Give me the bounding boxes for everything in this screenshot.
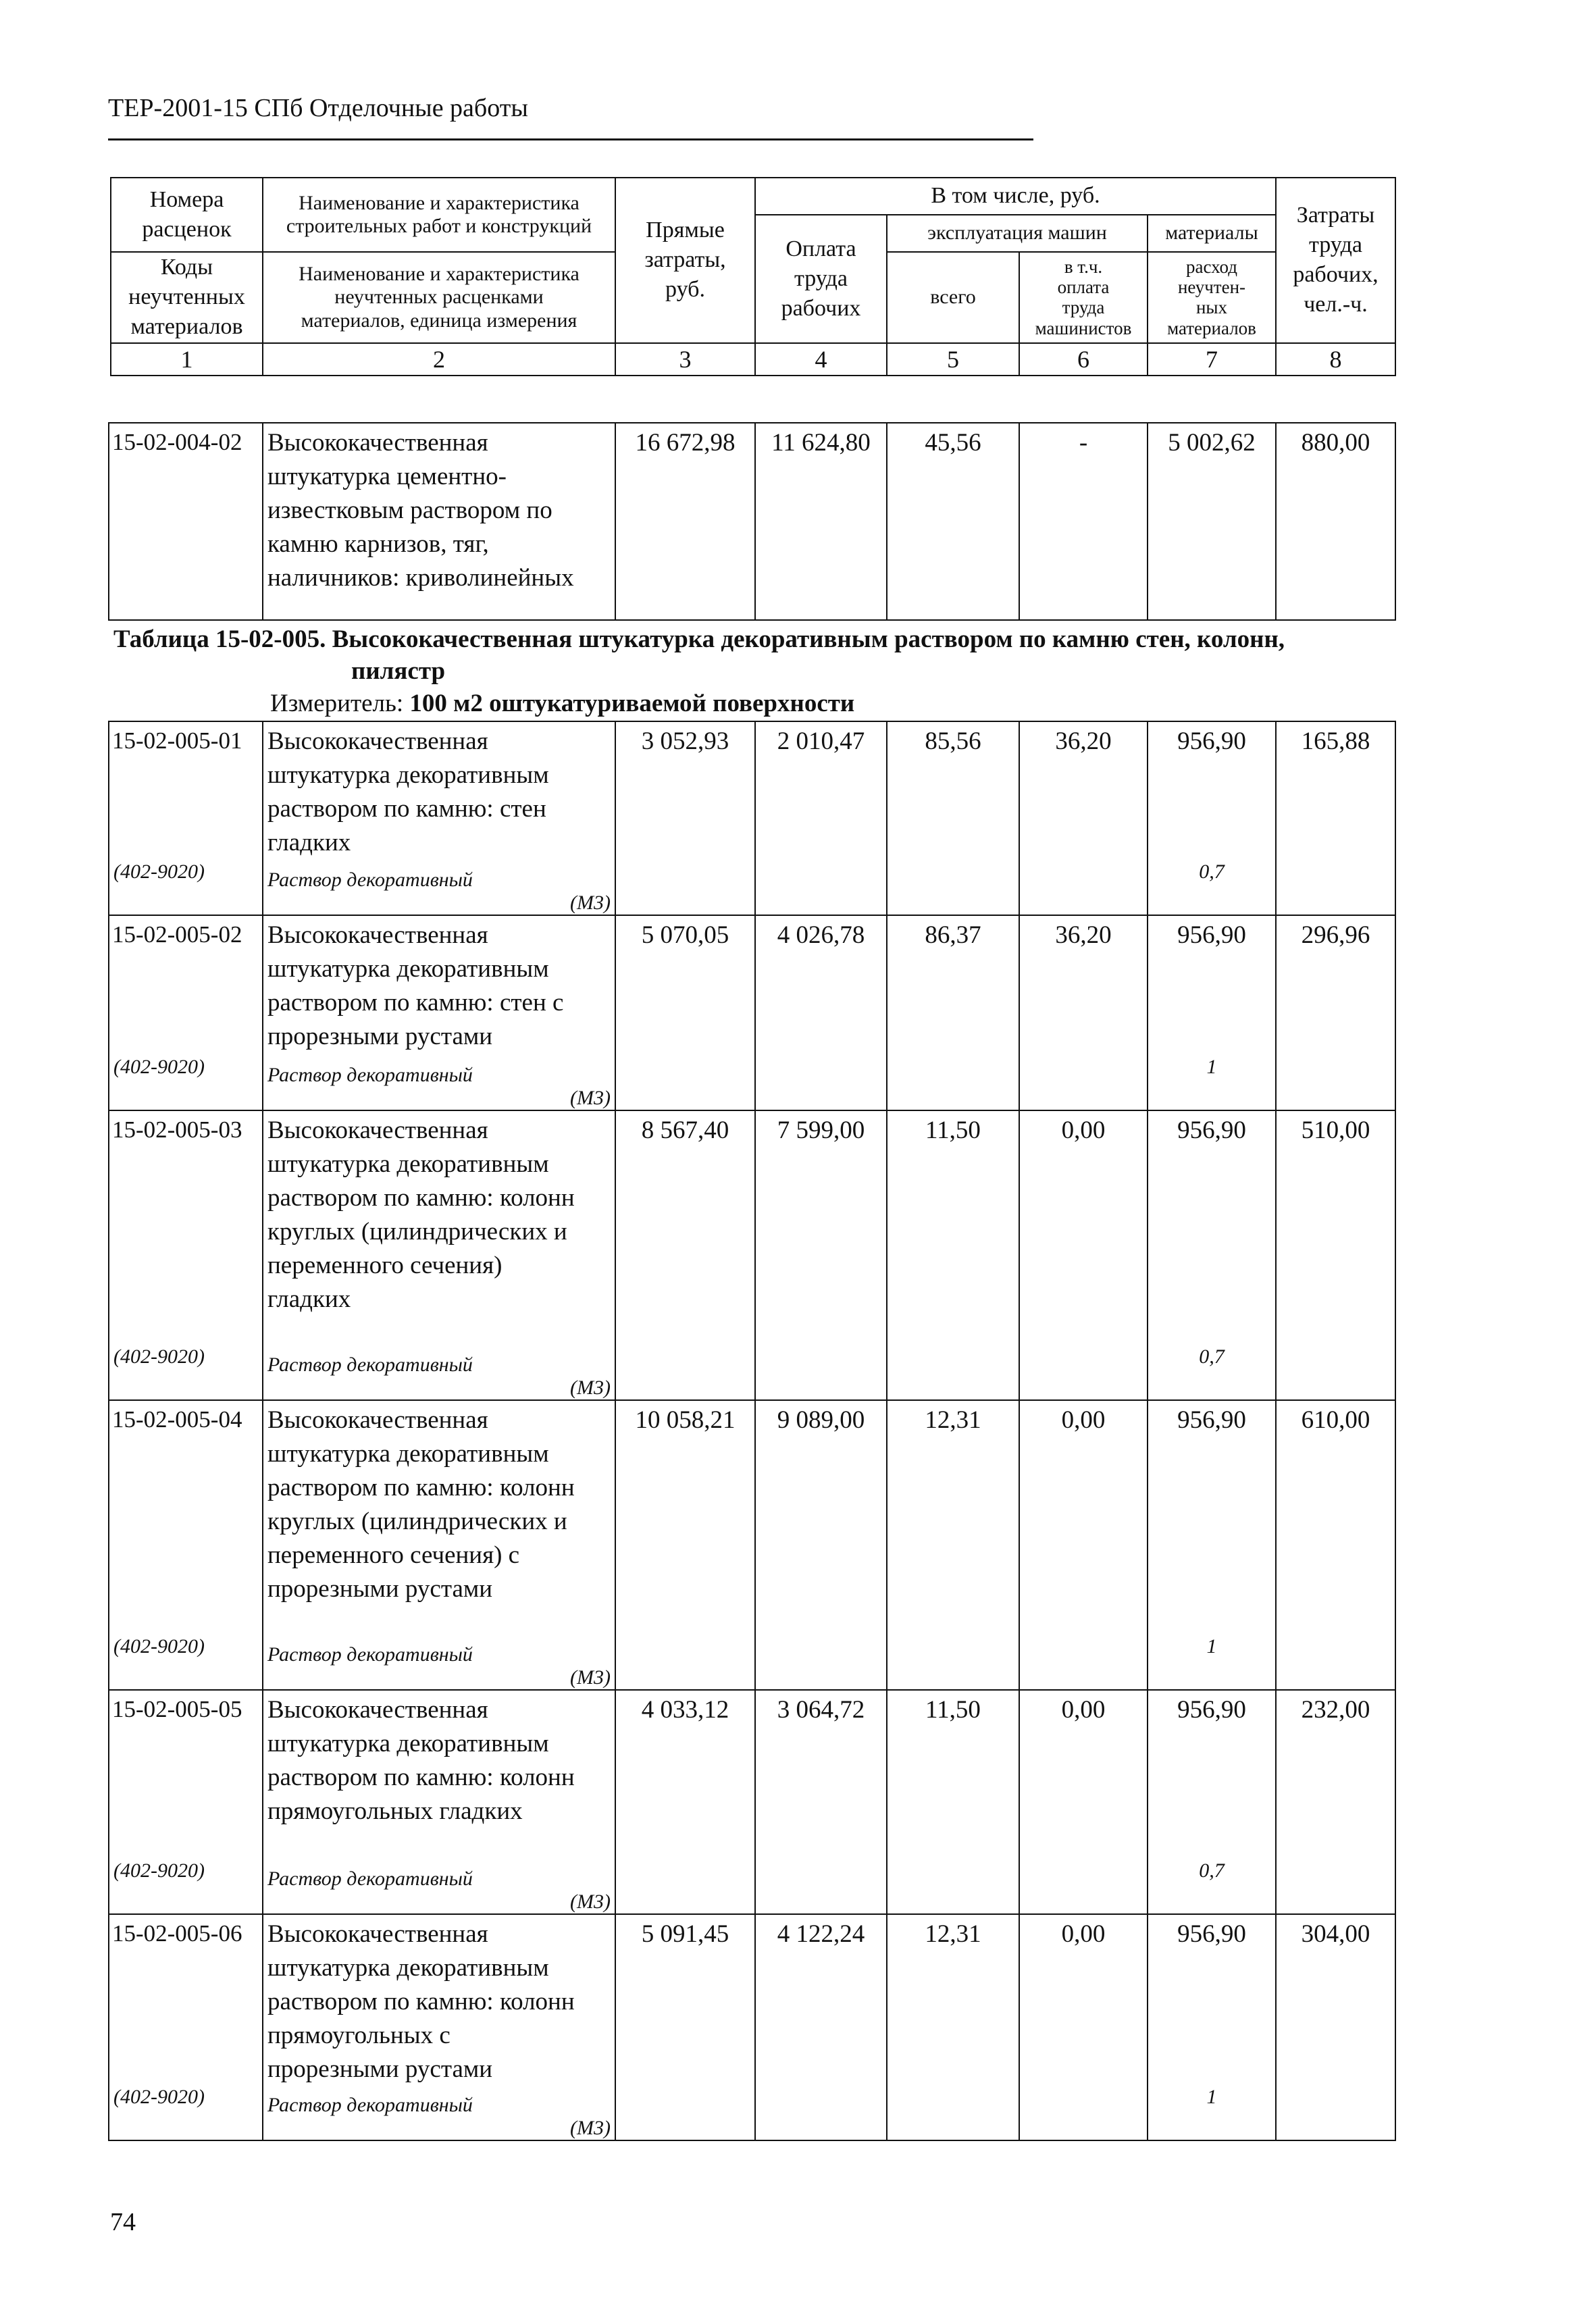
direct-costs: 8 567,40 <box>615 1110 755 1400</box>
labor-hours: 880,00 <box>1276 423 1395 620</box>
material-unit: (М3) <box>570 1666 611 1689</box>
labor-hours: 232,00 <box>1276 1690 1395 1914</box>
materials-cost: 956,90 <box>1177 727 1246 755</box>
table-row <box>109 1690 1395 1914</box>
materials-cell <box>1148 1914 1276 2140</box>
materials-cell <box>1148 1400 1276 1690</box>
machinist-pay: 0,00 <box>1019 1110 1148 1400</box>
table-row <box>109 1110 1395 1400</box>
rate-code: 15-02-005-06 <box>112 1920 242 1947</box>
material-quantity: 0,7 <box>1199 860 1225 883</box>
material-quantity: 1 <box>1206 1056 1217 1078</box>
rate-code-cell <box>109 1110 263 1400</box>
column-number: 8 <box>1276 343 1395 376</box>
direct-costs: 3 052,93 <box>615 721 755 915</box>
labor-hours: 610,00 <box>1276 1400 1395 1690</box>
worker-pay: 9 089,00 <box>755 1400 887 1690</box>
rate-code-cell <box>109 721 263 915</box>
rate-code: 15-02-005-05 <box>112 1696 242 1722</box>
rate-name: Высококачественная штукатурка декоративным раствором по камню: стен гладких <box>267 727 549 856</box>
direct-costs: 4 033,12 <box>615 1690 755 1914</box>
header-machines: эксплуатация машин <box>887 215 1148 252</box>
material-name: Раствор декоративный <box>267 2094 473 2116</box>
material-quantity: 0,7 <box>1199 1345 1225 1368</box>
material-code: (402-9020) <box>113 1056 205 1078</box>
column-number: 1 <box>111 343 263 376</box>
materials-cost: 5 002,62 <box>1148 423 1276 620</box>
rate-code: 15-02-005-04 <box>112 1406 242 1433</box>
header-material-names: Наименование и характеристика неучтенных расценками материалов, единица измерения <box>263 252 615 343</box>
header-work-name: Наименование и характеристика строительных работ и конструкций <box>263 178 615 252</box>
material-name: Раствор декоративный <box>267 1643 473 1666</box>
machinist-pay: 0,00 <box>1019 1400 1148 1690</box>
materials-cost: 956,90 <box>1177 1406 1246 1434</box>
rate-name-cell <box>263 721 615 915</box>
material-unit: (М3) <box>570 1891 611 1913</box>
direct-costs: 5 070,05 <box>615 915 755 1110</box>
machines-total: 12,31 <box>887 1914 1019 2140</box>
machines-total: 11,50 <box>887 1110 1019 1400</box>
rate-name-cell <box>263 1690 615 1914</box>
worker-pay: 4 122,24 <box>755 1914 887 2140</box>
rate-name-cell <box>263 1110 615 1400</box>
rate-name-cell <box>263 1914 615 2140</box>
machines-total: 11,50 <box>887 1690 1019 1914</box>
worker-pay: 7 599,00 <box>755 1110 887 1400</box>
rate-table-005 <box>108 721 1396 2141</box>
rate-code-cell <box>109 915 263 1110</box>
column-header-table <box>110 177 1396 376</box>
material-code: (402-9020) <box>113 1859 205 1882</box>
material-name: Раствор декоративный <box>267 869 473 891</box>
rate-code: 15-02-005-03 <box>112 1116 242 1143</box>
rate-code-cell <box>109 1400 263 1690</box>
material-code: (402-9020) <box>113 1635 205 1657</box>
table-title-continued: пилястр <box>351 657 446 685</box>
material-code: (402-9020) <box>113 2086 205 2108</box>
direct-costs: 5 091,45 <box>615 1914 755 2140</box>
labor-hours: 296,96 <box>1276 915 1395 1110</box>
rate-code-cell <box>109 1914 263 2140</box>
machinist-pay: 0,00 <box>1019 1914 1148 2140</box>
rate-name-cell <box>263 1400 615 1690</box>
column-number: 4 <box>755 343 887 376</box>
materials-cell <box>1148 915 1276 1110</box>
rate-name: Высококачественная штукатурка декоративным раствором по камню: колонн круглых (цилиндрических и переменного сечения) с прорезными рустами <box>267 1406 575 1603</box>
worker-pay: 4 026,78 <box>755 915 887 1110</box>
table-row <box>109 721 1395 915</box>
labor-hours: 165,88 <box>1276 721 1395 915</box>
material-unit: (М3) <box>570 1377 611 1399</box>
rate-name: Высококачественная штукатурка декоративным раствором по камню: стен с прорезными рустами <box>267 921 564 1050</box>
rate-table-004 <box>108 422 1396 621</box>
table-title: Таблица 15-02-005. Высококачественная штукатурка декоративным раствором по камню стен, колонн, <box>113 625 1285 653</box>
machines-total: 12,31 <box>887 1400 1019 1690</box>
material-quantity: 1 <box>1206 1635 1217 1657</box>
page-header: ТЕР-2001-15 СПб Отделочные работы <box>108 94 528 122</box>
materials-cell <box>1148 1690 1276 1914</box>
machines-total: 85,56 <box>887 721 1019 915</box>
materials-cell <box>1148 721 1276 915</box>
column-number: 2 <box>263 343 615 376</box>
rate-name: Высококачественная штукатурка декоративным раствором по камню: колонн прямоугольных с прорезными рустами <box>267 1920 575 2083</box>
table-row <box>109 423 1395 620</box>
material-quantity: 0,7 <box>1199 1859 1225 1882</box>
material-unit: (М3) <box>570 2117 611 2139</box>
page-number: 74 <box>110 2208 136 2236</box>
column-number: 7 <box>1148 343 1276 376</box>
column-number: 3 <box>615 343 755 376</box>
column-number: 5 <box>887 343 1019 376</box>
worker-pay: 2 010,47 <box>755 721 887 915</box>
materials-cost: 956,90 <box>1177 921 1246 949</box>
material-quantity: 1 <box>1206 2086 1217 2108</box>
materials-cell <box>1148 1110 1276 1400</box>
header-direct-costs: Прямые затраты, руб. <box>615 178 755 343</box>
column-number: 6 <box>1019 343 1148 376</box>
labor-hours: 510,00 <box>1276 1110 1395 1400</box>
machines-total: 86,37 <box>887 915 1019 1110</box>
header-material-codes: Коды неучтенных материалов <box>111 252 263 343</box>
direct-costs: 10 058,21 <box>615 1400 755 1690</box>
table-row <box>109 1914 1395 2140</box>
machinist-pay: 36,20 <box>1019 915 1148 1110</box>
material-unit: (М3) <box>570 892 611 914</box>
machinist-pay: 36,20 <box>1019 721 1148 915</box>
header-machines-total: всего <box>887 252 1019 343</box>
machinist-pay: 0,00 <box>1019 1690 1148 1914</box>
machines-total: 45,56 <box>887 423 1019 620</box>
machinist-pay: - <box>1019 423 1148 620</box>
table-row <box>109 915 1395 1110</box>
rate-name-cell <box>263 915 615 1110</box>
rate-code: 15-02-005-01 <box>112 727 242 754</box>
materials-cost: 956,90 <box>1177 1920 1246 1948</box>
rate-name: Высококачественная штукатурка декоративным раствором по камню: колонн прямоугольных гладких <box>267 1696 575 1825</box>
material-unit: (М3) <box>570 1087 611 1109</box>
worker-pay: 3 064,72 <box>755 1690 887 1914</box>
rate-name: Высококачественная штукатурка цементно- известковым раствором по камню карнизов, тяг, наличников: криволинейных <box>263 423 615 620</box>
header-labor-hours: Затраты труда рабочих, чел.-ч. <box>1276 178 1395 343</box>
header-machinist-pay: в т.ч. оплата труда машинистов <box>1019 252 1148 343</box>
header-rule <box>108 138 1033 140</box>
header-including: В том числе, руб. <box>755 178 1276 215</box>
rate-code: 15-02-004-02 <box>109 423 263 620</box>
material-name: Раствор декоративный <box>267 1064 473 1086</box>
materials-cost: 956,90 <box>1177 1696 1246 1724</box>
materials-cost: 956,90 <box>1177 1116 1246 1144</box>
material-name: Раствор декоративный <box>267 1354 473 1376</box>
table-row <box>109 1400 1395 1690</box>
header-worker-pay: Оплата труда рабочих <box>755 215 887 343</box>
rate-name: Высококачественная штукатурка декоративным раствором по камню: колонн круглых (цилиндрических и переменного сечения) гладких <box>267 1116 575 1313</box>
material-code: (402-9020) <box>113 860 205 883</box>
header-rate-number: Номера расценок <box>111 178 263 252</box>
labor-hours: 304,00 <box>1276 1914 1395 2140</box>
direct-costs: 16 672,98 <box>615 423 755 620</box>
header-material-consumption: расход неучтен- ных материалов <box>1148 252 1276 343</box>
rate-code: 15-02-005-02 <box>112 921 242 948</box>
measure-unit: Измеритель: 100 м2 оштукатуриваемой поверхности <box>270 690 855 717</box>
material-code: (402-9020) <box>113 1345 205 1368</box>
material-name: Раствор декоративный <box>267 1868 473 1890</box>
worker-pay: 11 624,80 <box>755 423 887 620</box>
rate-code-cell <box>109 1690 263 1914</box>
header-materials: материалы <box>1148 215 1276 252</box>
